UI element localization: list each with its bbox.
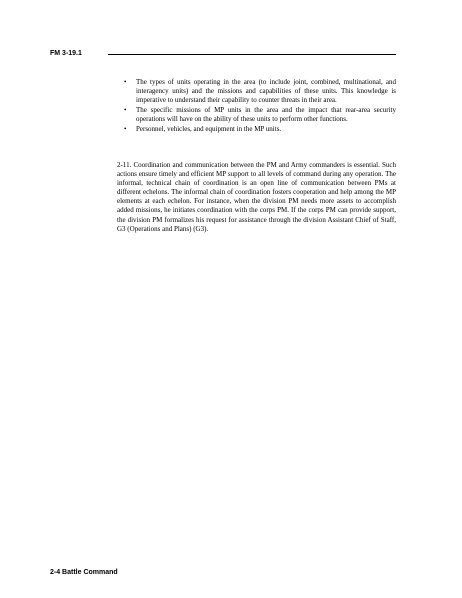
bullet-item xyxy=(124,106,396,124)
bullet-marker: • xyxy=(124,78,127,86)
page-footer: 2-4 Battle Command xyxy=(50,569,118,576)
page-header xyxy=(50,49,396,61)
bullet-marker: • xyxy=(124,125,127,134)
bullet-text: Personnel, vehicles, and equipment in the MP units. xyxy=(136,125,282,134)
header-rule xyxy=(108,54,396,55)
bullet-item xyxy=(124,125,396,134)
bullet-list xyxy=(124,78,396,136)
paragraph-2-11: 2-11. Coordination and communication between the PM and Army commanders is essential. Such actions ensure timely and efficient MP support to all levels of command during any operation. The informal, technical chain of coordination is an open line of communication between PMs at different echelons. The informal chain of coordination fosters cooperation and help among the MP elements at each echelon. For instance, when the division PM needs more assets to accomplish added missions, he initiates coordination with the corps PM. If the corps PM can provide support, the division PM formalizes his request for assistance through the division Assistant Chief of Staff, G3 (Operations and Plans) (G3). xyxy=(117,161,396,233)
manual-number: FM 3-19.1 xyxy=(50,50,82,57)
bullet-marker: • xyxy=(124,106,127,115)
bullet-text: The specific missions of MP units in the area and the impact that rear-area security operations will have on the ability of these units to perform other functions. xyxy=(136,106,396,124)
bullet-text: The types of units operating in the area (to include joint, combined, multinational, and interagency units) and the missions and capabilities of these units. This knowledge is imperative to understand their capability to counter threats in their area. xyxy=(136,78,396,105)
bullet-item xyxy=(124,78,396,105)
